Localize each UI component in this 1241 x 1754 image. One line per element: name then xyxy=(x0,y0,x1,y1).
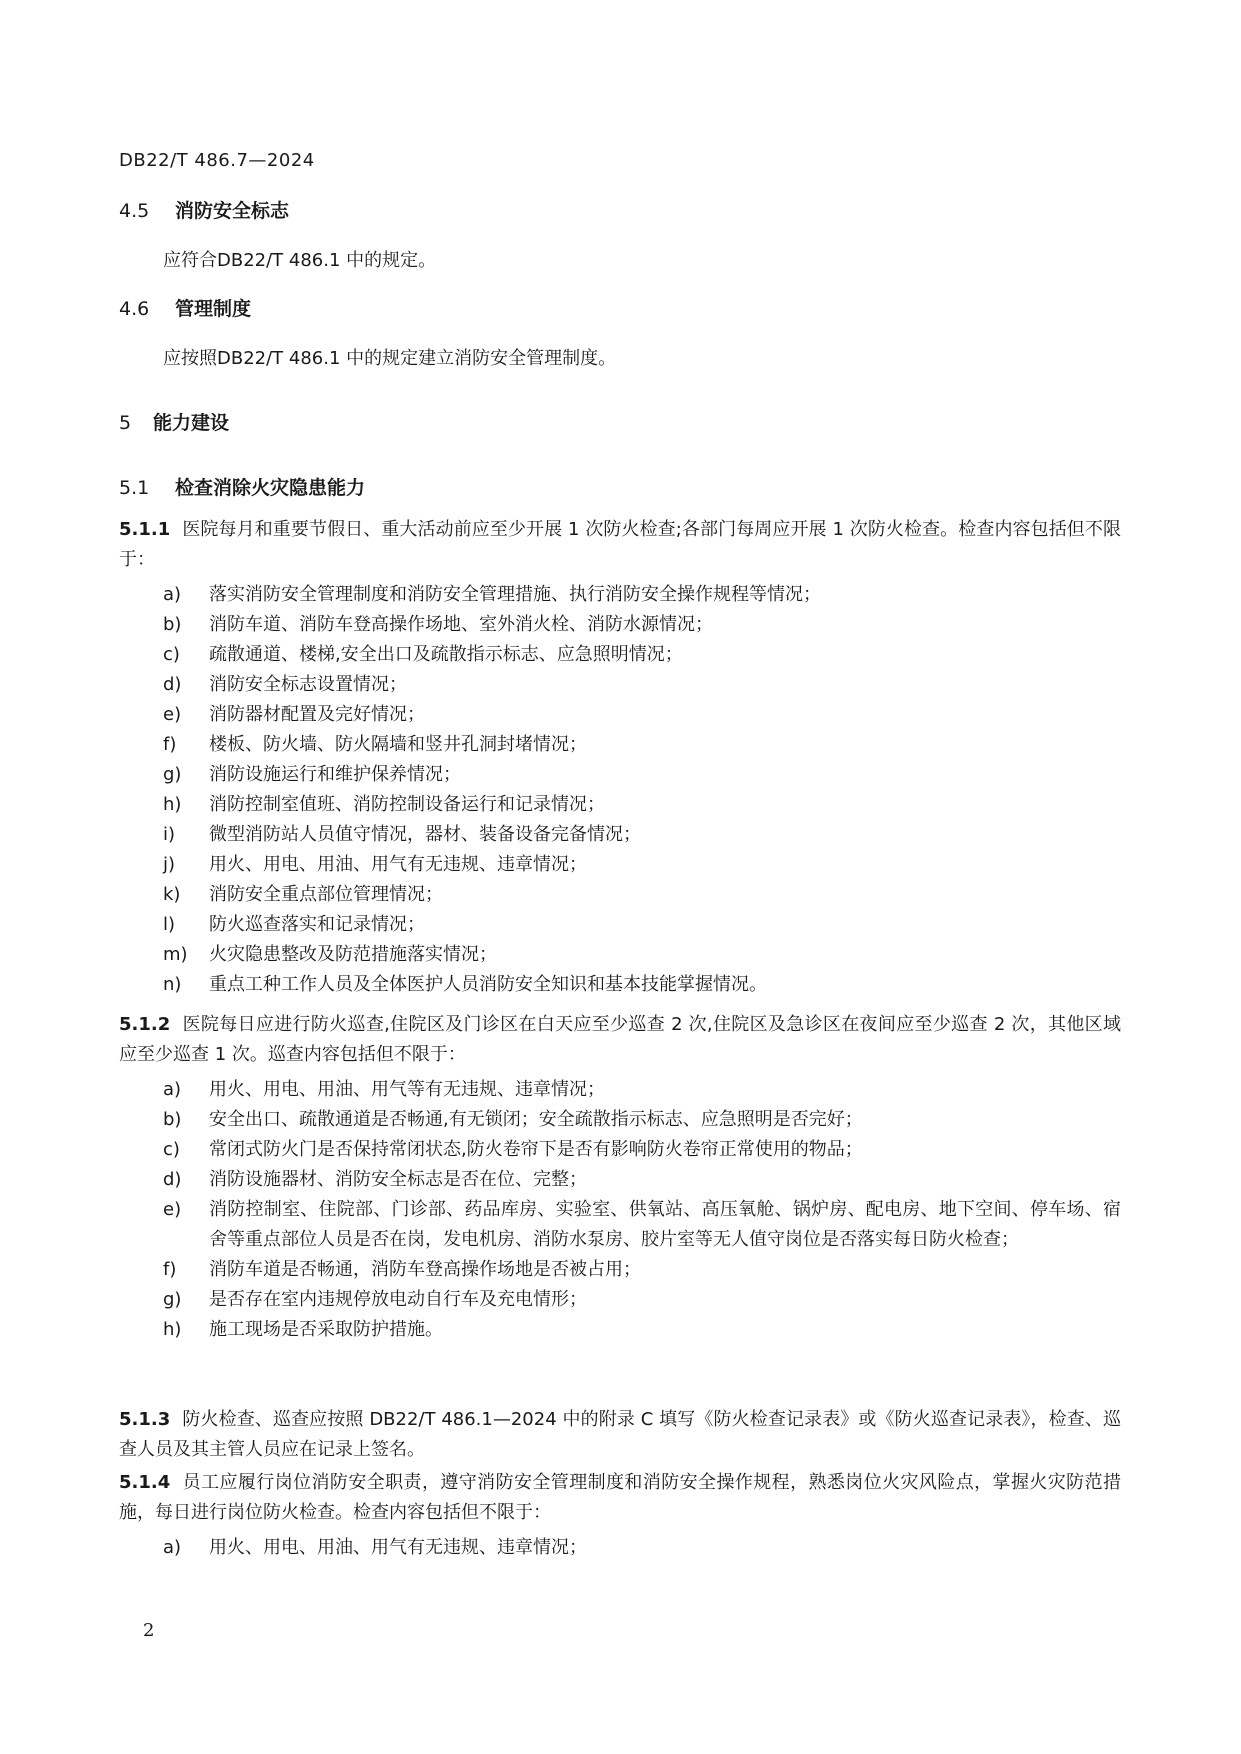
section-heading-5-1 xyxy=(119,473,365,500)
section-number: 5.1 xyxy=(119,477,150,499)
list-marker: c) xyxy=(163,644,180,665)
list-marker: b) xyxy=(163,614,182,635)
clause-5-1-3 xyxy=(119,1405,1121,1465)
clause-5-1-4-list xyxy=(163,1533,1121,1563)
list-marker: h) xyxy=(163,1319,182,1340)
list-marker: b) xyxy=(163,1109,182,1130)
list-item xyxy=(163,940,1121,970)
list-text: 消防车道是否畅通，消防车登高操作场地是否被占用； xyxy=(209,1259,641,1280)
list-marker: a) xyxy=(163,1537,182,1558)
clause-text: 医院每日应进行防火巡查,住院区及门诊区在白天应至少巡查 2 次,住院区及急诊区在夜间应至少巡查 2 次，其他区域应至少巡查 1 次。巡查内容包括但不限于： xyxy=(119,1014,1121,1065)
list-text: 用火、用电、用油、用气有无违规、违章情况； xyxy=(209,854,587,875)
list-text: 楼板、防火墙、防火隔墙和竖井孔洞封堵情况； xyxy=(209,734,587,755)
list-marker: e) xyxy=(163,1199,182,1220)
clause-text: 员工应履行岗位消防安全职责，遵守消防安全管理制度和消防安全操作规程，熟悉岗位火灾风险点，掌握火灾防范措施，每日进行岗位防火检查。检查内容包括但不限于： xyxy=(119,1472,1121,1523)
section-text-4-6: 应按照DB22/T 486.1 中的规定建立消防安全管理制度。 xyxy=(163,348,617,369)
list-text: 消防设施器材、消防安全标志是否在位、完整； xyxy=(209,1169,587,1190)
list-text: 落实消防安全管理制度和消防安全管理措施、执行消防安全操作规程等情况； xyxy=(209,584,821,605)
clause-text: 防火检查、巡查应按照 DB22/T 486.1—2024 中的附录 C 填写《防火检查记录表》或《防火巡查记录表》，检查、巡查人员及其主管人员应在记录上签名。 xyxy=(119,1409,1121,1460)
list-text: 消防安全重点部位管理情况； xyxy=(209,884,443,905)
list-text: 火灾隐患整改及防范措施落实情况； xyxy=(209,944,497,965)
section-heading-4-5 xyxy=(119,196,289,223)
list-text: 常闭式防火门是否保持常闭状态,防火卷帘下是否有影响防火卷帘正常使用的物品； xyxy=(209,1139,863,1160)
list-marker: k) xyxy=(163,884,181,905)
list-item xyxy=(163,1285,1121,1315)
list-marker: f) xyxy=(163,734,177,755)
clause-number: 5.1.1 xyxy=(119,519,171,540)
list-marker: g) xyxy=(163,764,182,785)
list-item xyxy=(163,1165,1121,1195)
list-marker: n) xyxy=(163,974,182,995)
list-item xyxy=(163,1075,1121,1105)
clause-text: 医院每月和重要节假日、重大活动前应至少开展 1 次防火检查;各部门每周应开展 1 次防火检查。检查内容包括但不限于： xyxy=(119,519,1121,570)
list-text: 消防控制室值班、消防控制设备运行和记录情况； xyxy=(209,794,605,815)
list-marker: m) xyxy=(163,944,188,965)
list-item xyxy=(163,760,1121,790)
list-item xyxy=(163,1195,1121,1255)
clause-5-1-2-list xyxy=(163,1075,1121,1345)
list-text: 消防设施运行和维护保养情况； xyxy=(209,764,461,785)
list-item xyxy=(163,580,1121,610)
section-title: 管理制度 xyxy=(175,298,252,320)
list-marker: l) xyxy=(163,914,176,935)
list-marker: a) xyxy=(163,584,182,605)
list-item xyxy=(163,880,1121,910)
list-item xyxy=(163,850,1121,880)
list-item xyxy=(163,730,1121,760)
section-title: 检查消除火灾隐患能力 xyxy=(175,477,366,499)
list-item xyxy=(163,1315,1121,1345)
list-item xyxy=(163,640,1121,670)
section-text-4-5: 应符合DB22/T 486.1 中的规定。 xyxy=(163,250,437,271)
section-number: 4.5 xyxy=(119,200,150,222)
list-item xyxy=(163,700,1121,730)
list-text: 消防控制室、住院部、门诊部、药品库房、实验室、供氧站、高压氧舱、锅炉房、配电房、地下空间、停车场、宿舍等重点部位人员是否在岗，发电机房、消防水泵房、胶片室等无人值守岗位是否落实每日防火检查； xyxy=(209,1199,1121,1250)
section-number: 4.6 xyxy=(119,298,150,320)
list-text: 是否存在室内违规停放电动自行车及充电情形； xyxy=(209,1289,587,1310)
list-text: 用火、用电、用油、用气有无违规、违章情况； xyxy=(209,1537,587,1558)
list-item xyxy=(163,820,1121,850)
list-item xyxy=(163,1105,1121,1135)
clause-number: 5.1.3 xyxy=(119,1409,171,1430)
list-marker: a) xyxy=(163,1079,182,1100)
list-marker: f) xyxy=(163,1259,177,1280)
list-item xyxy=(163,970,1121,1000)
section-number: 5 xyxy=(119,412,132,434)
section-title: 能力建设 xyxy=(153,412,230,434)
list-item xyxy=(163,790,1121,820)
list-text: 微型消防站人员值守情况，器材、装备设备完备情况； xyxy=(209,824,641,845)
list-marker: j) xyxy=(163,854,176,875)
list-marker: e) xyxy=(163,704,182,725)
list-item xyxy=(163,1533,1121,1563)
list-text: 施工现场是否采取防护措施。 xyxy=(209,1319,443,1340)
list-item xyxy=(163,610,1121,640)
clause-5-1-4 xyxy=(119,1468,1121,1528)
clause-number: 5.1.4 xyxy=(119,1472,171,1493)
list-text: 用火、用电、用油、用气等有无违规、违章情况； xyxy=(209,1079,605,1100)
list-text: 消防车道、消防车登高操作场地、室外消火栓、消防水源情况； xyxy=(209,614,713,635)
section-heading-5 xyxy=(119,408,229,435)
list-text: 防火巡查落实和记录情况； xyxy=(209,914,425,935)
list-marker: g) xyxy=(163,1289,182,1310)
list-marker: h) xyxy=(163,794,182,815)
list-text: 安全出口、疏散通道是否畅通,有无锁闭；安全疏散指示标志、应急照明是否完好； xyxy=(209,1109,863,1130)
clause-5-1-1-list xyxy=(163,580,1121,1000)
list-item xyxy=(163,1135,1121,1165)
section-title: 消防安全标志 xyxy=(175,200,290,222)
clause-5-1-2 xyxy=(119,1010,1121,1070)
document-id: DB22/T 486.7—2024 xyxy=(119,150,315,171)
list-marker: d) xyxy=(163,1169,182,1190)
clause-number: 5.1.2 xyxy=(119,1014,171,1035)
clause-5-1-1 xyxy=(119,515,1121,575)
list-marker: i) xyxy=(163,824,176,845)
list-text: 重点工种工作人员及全体医护人员消防安全知识和基本技能掌握情况。 xyxy=(209,974,767,995)
section-heading-4-6 xyxy=(119,294,251,321)
list-item xyxy=(163,1255,1121,1285)
list-marker: d) xyxy=(163,674,182,695)
list-item xyxy=(163,670,1121,700)
list-text: 疏散通道、楼梯,安全出口及疏散指示标志、应急照明情况； xyxy=(209,644,683,665)
list-marker: c) xyxy=(163,1139,180,1160)
list-text: 消防安全标志设置情况； xyxy=(209,674,407,695)
page-number: 2 xyxy=(143,1620,155,1641)
list-text: 消防器材配置及完好情况； xyxy=(209,704,425,725)
list-item xyxy=(163,910,1121,940)
